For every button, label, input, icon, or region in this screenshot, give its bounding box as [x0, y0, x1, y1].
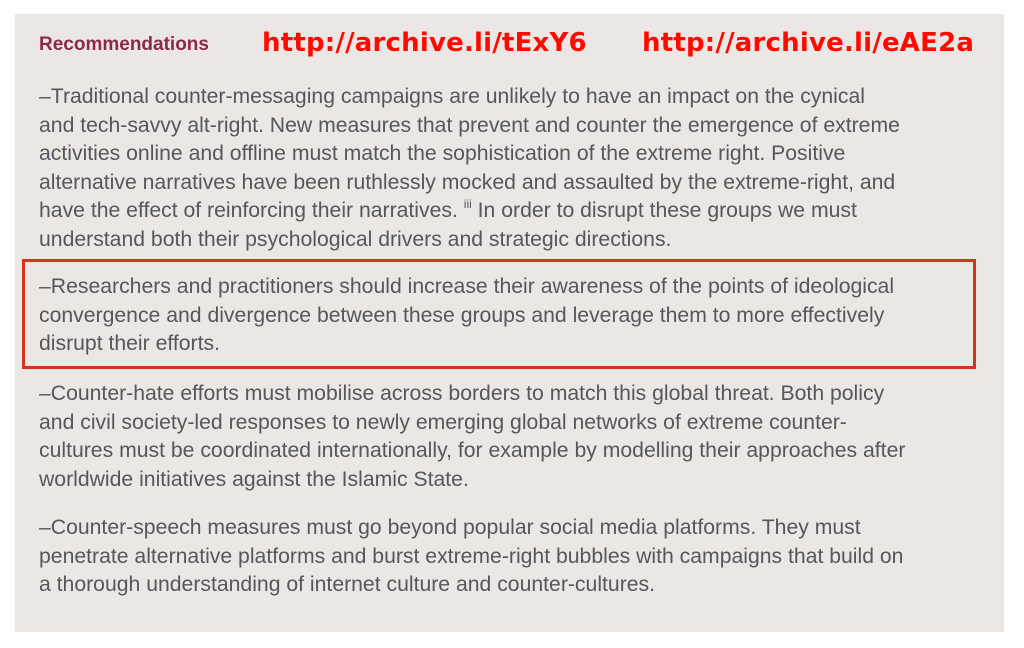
paragraph-line-text: have the effect of reinforcing their narratives. — [39, 199, 458, 222]
paragraph-line: a thorough understanding of internet culture and counter-cultures. — [39, 573, 656, 596]
paragraph-line: –Counter-speech measures must go beyond popular social media platforms. They must — [39, 516, 861, 539]
paragraph-line: and civil society-led responses to newly emerging global networks of extreme counter- — [39, 410, 847, 434]
paragraph-line-with-footnote — [39, 197, 994, 226]
paragraph-line: cultures must be coordinated internationally, for example by modelling their approaches after — [39, 439, 906, 462]
paragraph-line: –Traditional counter-messaging campaigns are unlikely to have an impact on the cynical — [39, 85, 865, 108]
paragraph-line: convergence and divergence between these groups and leverage them to more effectively — [39, 303, 885, 327]
highlight-box — [22, 259, 976, 369]
recommendation-paragraph-4 — [39, 514, 994, 600]
archive-link-1[interactable]: http://archive.li/tExY6 — [262, 28, 587, 58]
paragraph-line: disrupt their efforts. — [39, 332, 220, 355]
paragraph-line: penetrate alternative platforms and burst extreme-right bubbles with campaigns that build on — [39, 544, 904, 568]
recommendation-paragraph-3 — [39, 380, 994, 494]
recommendation-paragraph-1 — [39, 83, 994, 254]
paragraph-line: and tech-savvy alt-right. New measures that prevent and counter the emergence of extreme — [39, 113, 900, 137]
paragraph-line: –Researchers and practitioners should increase their awareness of the points of ideological — [39, 275, 895, 298]
section-heading: Recommendations — [39, 34, 209, 55]
paragraph-line: worldwide initiatives against the Islamic State. — [39, 467, 469, 491]
archive-link-2[interactable]: http://archive.li/eAE2a — [642, 28, 975, 58]
paragraph-line: alternative narratives have been ruthlessly mocked and assaulted by the extreme-right, and — [39, 170, 896, 194]
paragraph-line: understand both their psychological drivers and strategic directions. — [39, 227, 672, 251]
paragraph-line-text: In order to disrupt these groups we must — [471, 199, 857, 222]
paragraph-line: –Counter-hate efforts must mobilise across borders to match this global threat. Both policy — [39, 382, 885, 405]
paragraph-line: activities online and offline must match the sophistication of the extreme right. Positive — [39, 142, 846, 165]
footnote-marker: iii — [463, 197, 472, 211]
